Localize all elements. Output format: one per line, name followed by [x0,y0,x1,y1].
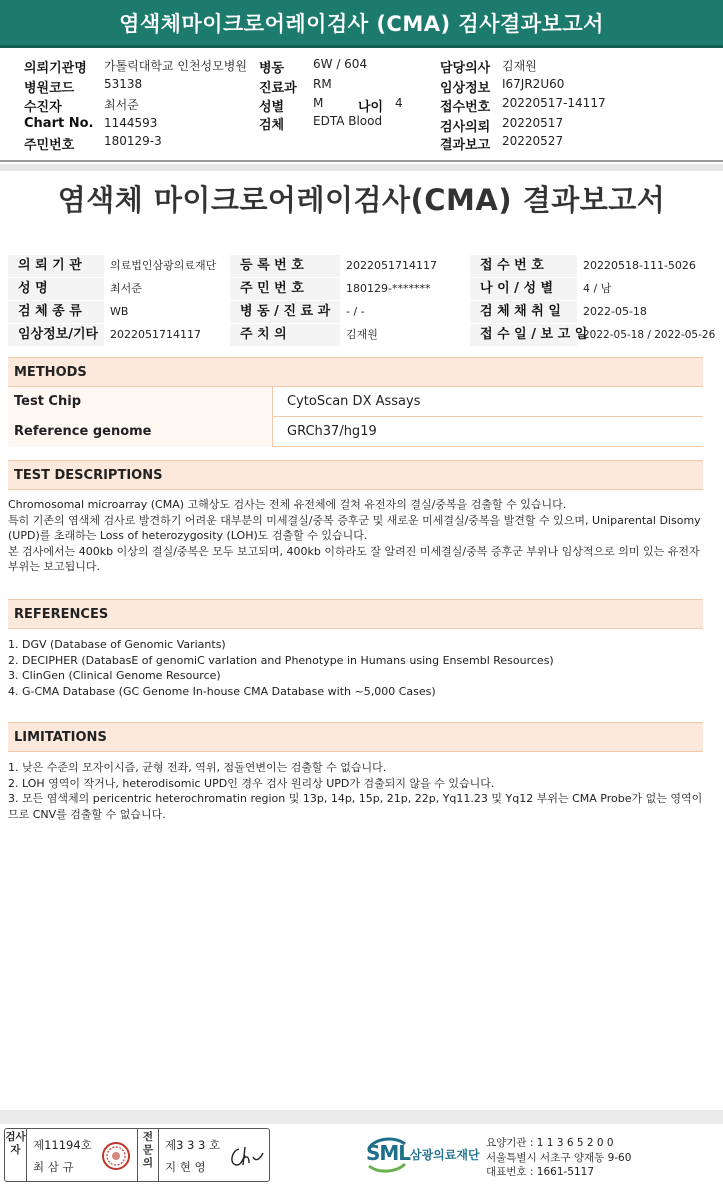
pt-value: WB [110,305,129,318]
list-item: 3. ClinGen (Clinical Genome Resource) [8,669,221,682]
pt-label: 검 체 종 류 [8,301,104,323]
hi-label: 병동 [259,61,285,76]
examiner-label: 검사자 [5,1129,27,1181]
hi-value: 20220517 [502,116,564,130]
references-list [8,637,703,699]
hi-label: 접수번호 [440,100,491,115]
signature-box [4,1128,270,1182]
hi-label: 결과보고 [440,138,491,153]
methods-value: GRCh37/hg19 [287,424,377,439]
banner-title: 염색체마이크로어레이검사 (CMA) 검사결과보고서 [119,11,604,36]
pt-label: 병 동 / 진 료 과 [230,301,340,323]
pt-label: 임상정보/기타 [8,324,104,346]
hi-value: EDTA Blood [313,114,383,128]
hi-value: M [313,96,324,110]
pt-value: 2022051714117 [346,259,437,272]
seal-icon [99,1141,133,1171]
org-address-block [486,1136,631,1180]
methods-label: Reference genome [8,417,273,447]
pt-value: - / - [346,305,365,318]
hi-label: 나이 [358,100,384,115]
test-descriptions-text [8,497,703,575]
hi-value: 20220527 [502,134,564,148]
pt-label: 성 명 [8,278,104,300]
hi-label: 수진자 [24,100,62,115]
pt-value: 의료법인삼광의료재단 [110,259,217,272]
org-name: 삼광의료재단 [410,1148,480,1162]
specialist-label: 전문의 [137,1129,159,1181]
report-title: 염색체 마이크로어레이검사(CMA) 결과보고서 [57,183,666,217]
pt-value: 4 / 남 [583,282,612,295]
hospital-info [0,52,723,162]
hi-value: 4 [395,96,403,110]
pt-label: 등 록 번 호 [230,255,340,277]
pt-value: 20220518-111-5026 [583,259,696,272]
pt-value: 최서준 [110,282,142,295]
hi-value: RM [313,77,332,91]
hi-label: 주민번호 [24,138,75,153]
methods-heading: METHODS [8,357,703,387]
hi-value: 20220517-14117 [502,96,606,110]
pt-value: 2022-05-18 / 2022-05-26 [583,329,716,341]
signature-icon [227,1143,265,1171]
examiner-license: 제11194호 [33,1138,92,1152]
hi-label: 담당의사 [440,61,491,76]
hi-value: 1144593 [104,116,158,130]
methods-row [8,387,703,417]
pt-label: 접 수 번 호 [470,255,577,277]
pt-label: 의 뢰 기 관 [8,255,104,277]
hi-value: I67JR2U60 [502,77,565,91]
references-heading: REFERENCES [8,599,703,629]
list-item: 1. DGV (Database of Genomic Variants) [8,638,226,651]
methods-label: Test Chip [8,387,273,417]
pt-label: 검 체 채 취 일 [470,301,577,323]
hi-value: 최서준 [104,98,139,112]
list-item: 2. LOH 영역이 작거나, heterodisomic UPD인 경우 검사 원리상 UPD가 검출되지 않을 수 있습니다. [8,776,495,790]
paragraph: 특히 기존의 염색체 검사로 발견하기 어려운 대부분의 미세결실/중복 증후군 및 새로운 미세결실/중복을 발견할 수 있으며, Uniparental Disomy (UPD)를 초래하는 Loss of heterozygosity (LOH)도 검출할 수 있습니다. [8,513,701,542]
hi-value: 53138 [104,77,143,91]
hi-value: 가톨릭대학교 인천성모병원 [104,59,247,73]
hi-label: 진료과 [259,81,297,96]
specialist-name: 지 현 영 [165,1160,206,1174]
org-code: 요양기관 : 1 1 3 6 5 2 0 0 [486,1137,614,1149]
list-item: 1. 낮은 수준의 모자이시즘, 균형 전좌, 역위, 점돌연변이는 검출할 수 없습니다. [8,761,387,774]
methods-value: CytoScan DX Assays [287,394,421,409]
logo-abbr: SML [366,1141,411,1165]
list-item: 4. G-CMA Database (GC Genome In-house CMA Database with ~5,000 Cases) [8,684,436,698]
list-item: 2. DECIPHER (DatabasE of genomiC varIation and Phenotype in Humans using Ensembl Resources) [8,653,554,667]
hi-label: 성별 [259,100,285,115]
pt-value: 2022051714117 [110,328,201,341]
paragraph: 본 검사에서는 400kb 이상의 결실/중복은 모두 보고되며, 400kb 이하라도 잘 알려진 미세결실/중복 증후군 부위나 임상적으로 의미 있는 유전자 부위는 보고됩니다. [8,544,700,573]
footer-divider [0,1110,723,1124]
list-item: 3. 모든 염색체의 pericentric heterochromatin region 및 13p, 14p, 15p, 21p, 22p, Yq11.23 및 Yq12 부위는 CMA Probe가 없는 영역이므로 CNV를 검출할 수 없습니다. [8,792,703,821]
examiner-name: 최 삼 규 [33,1160,74,1174]
paragraph: Chromosomal microarray (CMA) 고해상도 검사는 전체 유전체에 걸쳐 유전자의 결실/중복을 검출할 수 있습니다. [8,498,567,511]
top-banner [0,0,723,48]
hi-value: 김재원 [502,59,537,73]
divider [0,164,723,171]
pt-label: 주 민 번 호 [230,278,340,300]
hi-label: Chart No. [24,116,94,131]
hi-value: 6W / 604 [313,57,368,71]
test-descriptions-heading: TEST DESCRIPTIONS [8,460,703,490]
hi-label: 의뢰기관명 [24,61,87,76]
pt-label: 나 이 / 성 별 [470,278,577,300]
pt-label: 주 치 의 [230,324,340,346]
hi-label: 병원코드 [24,81,75,96]
pt-value: 2022-05-18 [583,305,647,318]
pt-label: 접 수 일 / 보 고 일 [470,324,577,346]
methods-row [8,417,703,447]
hi-label: 검사의뢰 [440,120,491,135]
hi-label: 임상정보 [440,81,491,96]
hi-label: 검체 [259,118,285,133]
hi-value: 180129-3 [104,134,162,148]
org-address: 서울특별시 서초구 양재동 9-60 [486,1151,632,1164]
pt-value: 김재원 [346,328,378,341]
specialist-license: 제3 3 3 호 [165,1138,221,1152]
pt-value: 180129-******* [346,282,431,295]
org-phone: 대표번호 : 1661-5117 [486,1166,595,1178]
limitations-list [8,760,703,822]
limitations-heading: LIMITATIONS [8,722,703,752]
